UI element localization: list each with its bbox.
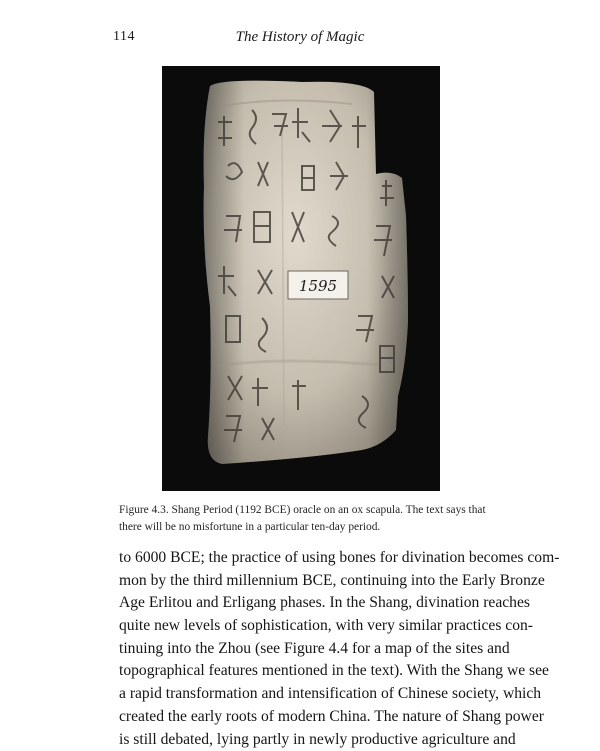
running-head: The History of Magic xyxy=(0,29,600,46)
body-line: created the early roots of modern China. The nature of Shang power xyxy=(119,706,497,729)
catalog-number: 1595 xyxy=(299,277,337,295)
body-line: quite new levels of sophistication, with very similar practices con- xyxy=(119,615,497,638)
caption-text: Figure 4.3. Shang Period (1192 BCE) oracle on an ox scapula. The text says that there will be no misfortune in a particular ten-day period. xyxy=(119,502,499,536)
body-line: topographical features mentioned in the text). With the Shang we see xyxy=(119,660,497,683)
body-line: mon by the third millennium BCE, continuing into the Early Bronze xyxy=(119,570,497,593)
page-header xyxy=(0,29,600,49)
catalog-label xyxy=(288,271,348,299)
figure-caption xyxy=(119,502,499,536)
oracle-bone-photo xyxy=(162,66,440,491)
body-line: to 6000 BCE; the practice of using bones for divination becomes com- xyxy=(119,547,497,570)
page-number: 114 xyxy=(113,29,135,45)
oracle-bone-figure xyxy=(162,66,440,491)
body-text xyxy=(119,547,497,751)
body-line: is still debated, lying partly in newly productive agriculture and xyxy=(119,729,497,751)
body-line: tinuing into the Zhou (see Figure 4.4 for a map of the sites and xyxy=(119,638,497,661)
body-line: a rapid transformation and intensification of Chinese society, which xyxy=(119,683,497,706)
body-line: Age Erlitou and Erligang phases. In the Shang, divination reaches xyxy=(119,592,497,615)
